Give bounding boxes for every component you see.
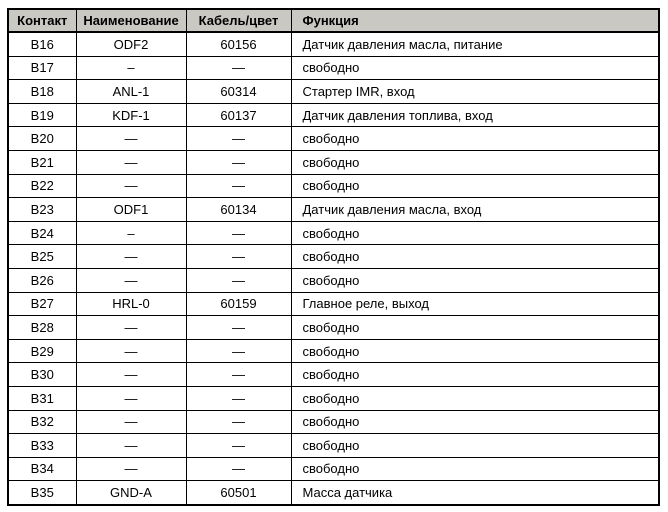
cable-cell: —: [186, 363, 291, 387]
name-cell: —: [76, 150, 186, 174]
contact-cell: B21: [8, 150, 76, 174]
cable-cell: 60156: [186, 32, 291, 56]
table-row: [8, 245, 659, 269]
function-cell: Главное реле, выход: [291, 292, 659, 316]
function-cell: Масса датчика: [291, 481, 659, 505]
name-cell: —: [76, 410, 186, 434]
table-row: [8, 103, 659, 127]
table-row: [8, 32, 659, 56]
contact-cell: B19: [8, 103, 76, 127]
cable-cell: 60501: [186, 481, 291, 505]
cable-cell: —: [186, 221, 291, 245]
table-row: [8, 174, 659, 198]
function-cell: свободно: [291, 245, 659, 269]
name-cell: –: [76, 221, 186, 245]
contact-cell: B35: [8, 481, 76, 505]
name-cell: —: [76, 457, 186, 481]
contact-cell: B16: [8, 32, 76, 56]
column-header-contact: Контакт: [8, 9, 76, 32]
name-cell: ODF2: [76, 32, 186, 56]
contact-cell: B24: [8, 221, 76, 245]
table-row: [8, 339, 659, 363]
name-cell: —: [76, 268, 186, 292]
cable-cell: —: [186, 268, 291, 292]
contact-cell: B27: [8, 292, 76, 316]
cable-cell: —: [186, 316, 291, 340]
cable-cell: 60314: [186, 80, 291, 104]
contact-cell: B32: [8, 410, 76, 434]
name-cell: —: [76, 127, 186, 151]
cable-cell: —: [186, 457, 291, 481]
name-cell: —: [76, 339, 186, 363]
function-cell: свободно: [291, 457, 659, 481]
function-cell: свободно: [291, 268, 659, 292]
cable-cell: —: [186, 410, 291, 434]
name-cell: —: [76, 434, 186, 458]
cable-cell: —: [186, 339, 291, 363]
function-cell: свободно: [291, 410, 659, 434]
connector-pin-table: [7, 8, 660, 506]
cable-cell: —: [186, 245, 291, 269]
table-row: [8, 316, 659, 340]
name-cell: —: [76, 245, 186, 269]
function-cell: свободно: [291, 221, 659, 245]
cable-cell: —: [186, 386, 291, 410]
name-cell: GND-A: [76, 481, 186, 505]
contact-cell: B20: [8, 127, 76, 151]
table-row: [8, 386, 659, 410]
function-cell: свободно: [291, 434, 659, 458]
function-cell: Датчик давления топлива, вход: [291, 103, 659, 127]
cable-cell: 60134: [186, 198, 291, 222]
table-row: [8, 363, 659, 387]
table-row: [8, 127, 659, 151]
contact-cell: B17: [8, 56, 76, 80]
pin-table-body: [8, 32, 659, 505]
contact-cell: B25: [8, 245, 76, 269]
column-header-name: Наименование: [76, 9, 186, 32]
function-cell: Датчик давления масла, питание: [291, 32, 659, 56]
name-cell: —: [76, 174, 186, 198]
name-cell: HRL-0: [76, 292, 186, 316]
function-cell: свободно: [291, 174, 659, 198]
table-row: [8, 198, 659, 222]
function-cell: Датчик давления масла, вход: [291, 198, 659, 222]
contact-cell: B18: [8, 80, 76, 104]
table-row: [8, 80, 659, 104]
name-cell: –: [76, 56, 186, 80]
cable-cell: —: [186, 127, 291, 151]
table-row: [8, 457, 659, 481]
cable-cell: —: [186, 56, 291, 80]
name-cell: ODF1: [76, 198, 186, 222]
cable-cell: 60137: [186, 103, 291, 127]
column-header-function: Функция: [291, 9, 659, 32]
header-row: [8, 9, 659, 32]
function-cell: свободно: [291, 339, 659, 363]
table-row: [8, 434, 659, 458]
function-cell: свободно: [291, 56, 659, 80]
function-cell: свободно: [291, 150, 659, 174]
name-cell: KDF-1: [76, 103, 186, 127]
name-cell: —: [76, 386, 186, 410]
function-cell: Стартер IMR, вход: [291, 80, 659, 104]
contact-cell: B26: [8, 268, 76, 292]
column-header-cable: Кабель/цвет: [186, 9, 291, 32]
table-row: [8, 150, 659, 174]
function-cell: свободно: [291, 127, 659, 151]
cable-cell: —: [186, 434, 291, 458]
table-row: [8, 481, 659, 505]
cable-cell: —: [186, 150, 291, 174]
contact-cell: B30: [8, 363, 76, 387]
name-cell: —: [76, 316, 186, 340]
contact-cell: B33: [8, 434, 76, 458]
contact-cell: B29: [8, 339, 76, 363]
function-cell: свободно: [291, 386, 659, 410]
contact-cell: B22: [8, 174, 76, 198]
table-row: [8, 56, 659, 80]
cable-cell: 60159: [186, 292, 291, 316]
table-row: [8, 410, 659, 434]
table-row: [8, 221, 659, 245]
name-cell: —: [76, 363, 186, 387]
function-cell: свободно: [291, 363, 659, 387]
contact-cell: B23: [8, 198, 76, 222]
contact-cell: B28: [8, 316, 76, 340]
table-row: [8, 292, 659, 316]
contact-cell: B31: [8, 386, 76, 410]
contact-cell: B34: [8, 457, 76, 481]
function-cell: свободно: [291, 316, 659, 340]
cable-cell: —: [186, 174, 291, 198]
name-cell: ANL-1: [76, 80, 186, 104]
table-row: [8, 268, 659, 292]
